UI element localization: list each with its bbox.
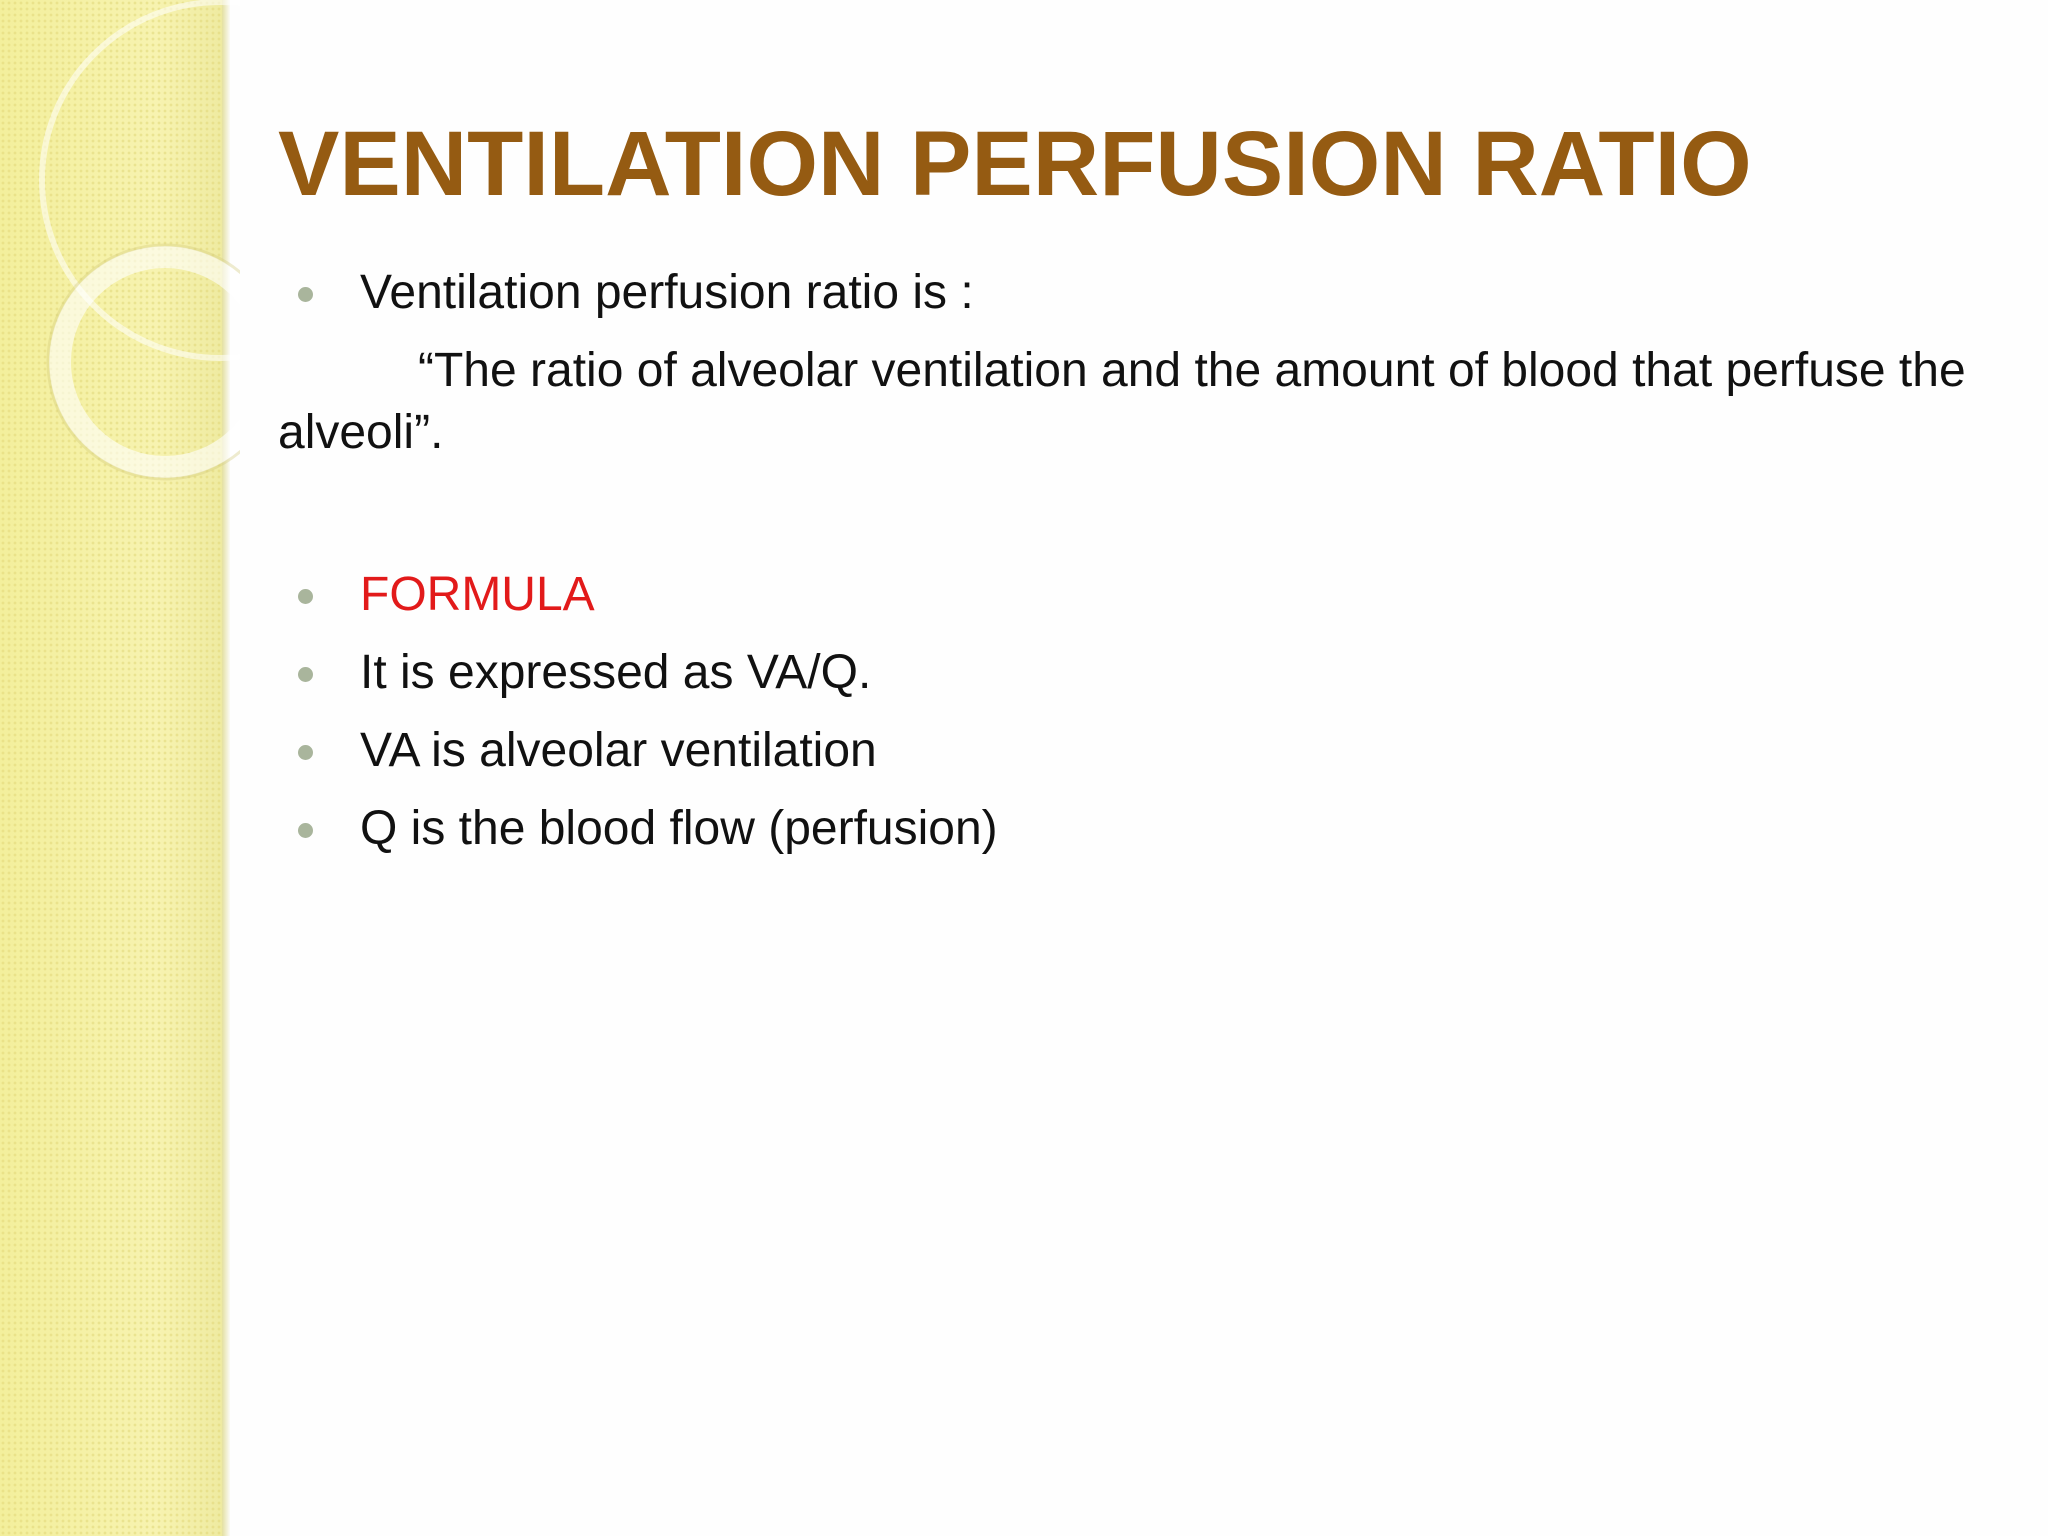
small-ring: [60, 257, 240, 467]
slide-title: VENTILATION PERFUSION RATIO: [278, 113, 1752, 215]
definition-bullet-text: Ventilation perfusion ratio is :: [360, 266, 974, 319]
bullet-dot: [298, 589, 313, 604]
slide-body: [278, 262, 1998, 876]
formula-bullet: [278, 564, 1998, 626]
spacer: [278, 464, 1998, 564]
bullet-dot: [298, 287, 313, 302]
definition-quote: “The ratio of alveolar ventilation and the amount of blood that perfuse the alveoli”.: [278, 344, 1966, 459]
bullet-dot: [298, 823, 313, 838]
bullet-point-text: It is expressed as VA/Q.: [360, 646, 872, 699]
bullet-dot: [298, 667, 313, 682]
formula-heading: FORMULA: [360, 568, 595, 621]
definition-bullet: [278, 262, 1998, 324]
bullet-point-2: [278, 720, 1998, 782]
decorative-rings: [0, 0, 240, 520]
bullet-point-text: Q is the blood flow (perfusion): [360, 802, 998, 855]
bullet-dot: [298, 745, 313, 760]
bullet-point-1: [278, 642, 1998, 704]
bullet-point-text: VA is alveolar ventilation: [360, 724, 877, 777]
bullet-point-3: [278, 798, 1998, 860]
